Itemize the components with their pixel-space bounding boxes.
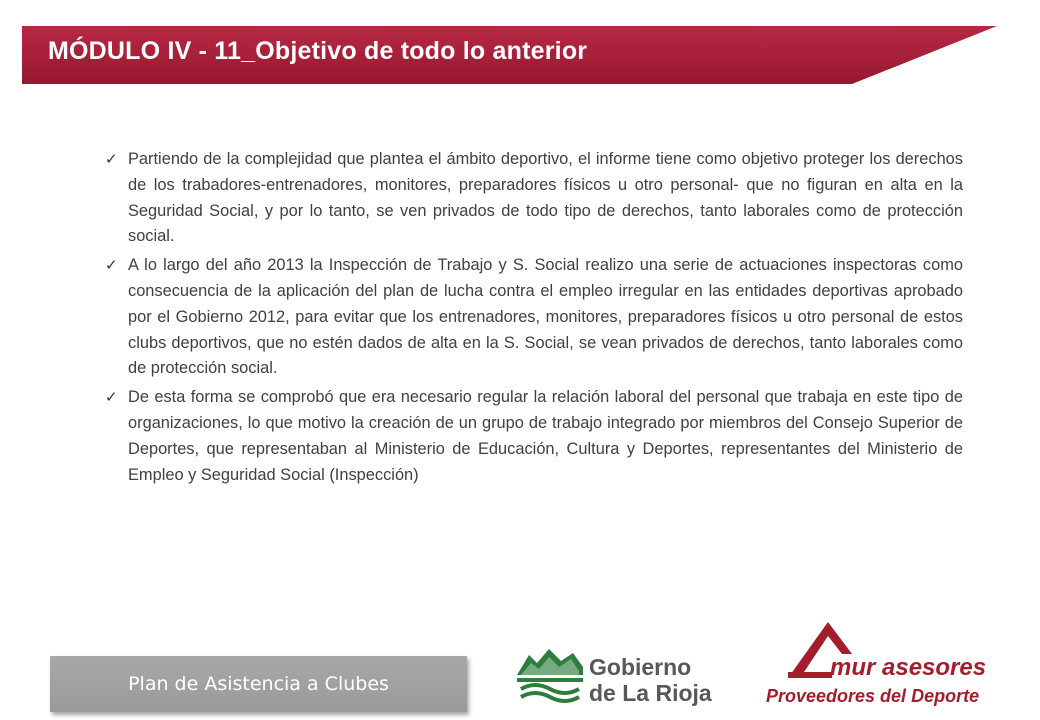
bullet-text: De esta forma se comprobó que era necesario regular la relación laboral del personal que trabaja en este tipo de organizaciones, lo que motivo la creación de un grupo de trabajo integrado por miembros del Consejo Superior de Deportes, que representaban al Ministerio de Educación, Cultura y Deportes, representantes del Ministerio de Empleo y Seguridad Social (Inspección) [128, 388, 963, 484]
bullet-item [105, 385, 963, 488]
rioja-line2: de La Rioja [589, 680, 712, 706]
rioja-line1: Gobierno [589, 654, 692, 680]
page-title: MÓDULO IV - 11_Objetivo de todo lo anterior [48, 37, 588, 65]
footer-label-box [50, 656, 467, 712]
gobierno-rioja-logo-text [589, 654, 712, 706]
bullet-item [105, 147, 963, 250]
checkmark-icon: ✓ [105, 256, 118, 275]
amur-asesores-tagline: Proveedores del Deporte [766, 686, 980, 706]
content-body [105, 147, 963, 491]
bullet-text: A lo largo del año 2013 la Inspección de Trabajo y S. Social realizo una serie de actuaciones inspectoras como consecuencia de la aplicación del plan de lucha contra el empleo irregular en las entidades deportivas aprobado por el Gobierno 2012, para evitar que los entrenadores, monitores, preparadores físicos u otro personal de estos clubs deportivos, que no estén dados de alta en la S. Social, se vean privados de derechos, tanto laborales como de protección social. [128, 256, 963, 378]
checkmark-icon: ✓ [105, 150, 118, 168]
footer-label: Plan de Asistencia a Clubes [128, 673, 389, 695]
gobierno-rioja-logo-icon [515, 645, 585, 705]
amur-asesores-name: mur asesores [830, 654, 987, 681]
bullet-text: Partiendo de la complejidad que plantea el ámbito deportivo, el informe tiene como objetivo proteger los derechos de los trabadores-entrenadores, monitores, preparadores físicos u otro personal- que no figuran en alta en la Seguridad Social, y por lo tanto, se ven privados de todo tipo de derechos, tanto laborales como de protección social. [128, 150, 963, 246]
bullet-item [105, 253, 963, 382]
checkmark-icon: ✓ [105, 388, 118, 407]
